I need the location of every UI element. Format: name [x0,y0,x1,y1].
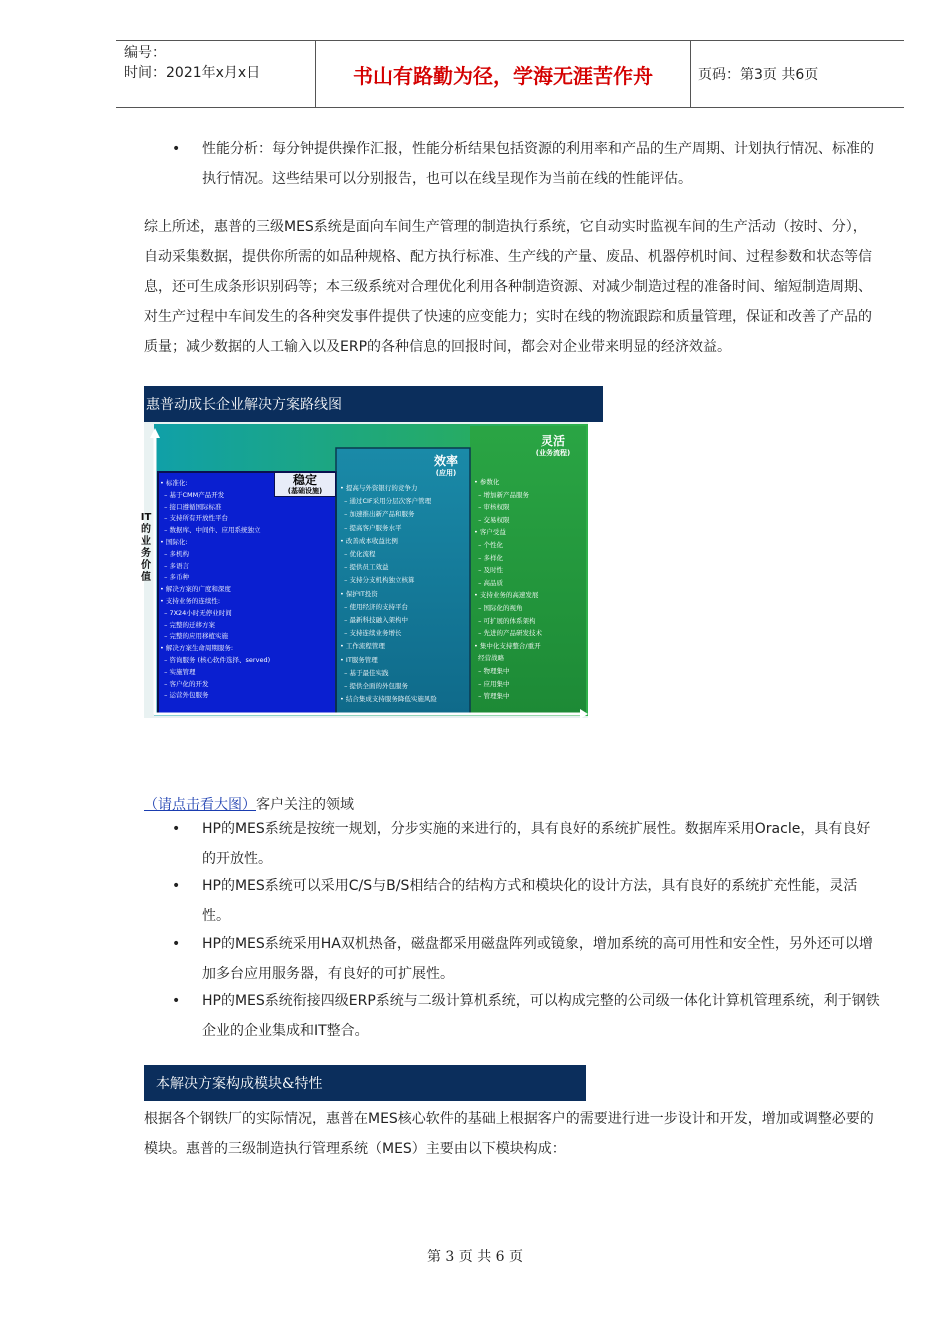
diagram-list-item: • 提高与外资银行的竞争力 [340,484,418,492]
header-page-number: 页码：第3页 共6页 [698,67,819,83]
diagram-list-item: – 使用经济的支持平台 [340,602,408,611]
diagram-list-item: – 提供全面的外包服务 [340,682,408,691]
roadmap-diagram[interactable] [140,422,588,718]
bullet-icon: • [172,141,181,157]
diagram-list-item: – 交易权限 [474,515,510,524]
y-axis-char: 价 [141,560,151,571]
bullet-icon: • [172,878,181,894]
list-item [172,814,880,874]
diagram-list-item: • 保护IT投资 [340,589,378,598]
list-item [172,871,880,931]
diagram-list-item: • 客户受益 [474,528,506,537]
diagram-list-item: – 高品质 [474,578,503,587]
diagram-list-item: – 个性化 [474,540,503,549]
diagram-list-item: – 7X24小时无停业时间 [160,608,232,617]
diagram-list-item: – 基于CMM产品开发 [160,490,225,499]
column-efficiency-list [340,482,468,706]
diagram-list-item: • 标准化: [160,479,188,487]
bullet-text: HP的MES系统衔接四级ERP系统与二级计算机系统，可以构成完整的公司级一体化计算机管理系统，利于钢铁企业的企业集成和IT整合。 [202,993,880,1039]
diagram-list-item: – 接口遵循国际标准 [160,502,222,511]
column-stability-list [160,478,330,702]
diagram-list-item: – 通过CIF采用分层次客户管理 [340,497,432,506]
diagram-caption [144,794,354,814]
bullet-text: HP的MES系统是按统一规划，分步实施的来进行的，具有良好的系统扩展性。数据库采用Oracle，具有良好的开放性。 [202,821,871,867]
diagram-list-item: • IT服务管理 [340,655,378,664]
diagram-list-item: – 最新科技融入架构中 [340,616,408,625]
summary-paragraph: 综上所述，惠普的三级MES系统是面向车间生产管理的制造执行系统，它自动实时监视车间的生产活动（按时、分），自动采集数据，提供你所需的如品种规格、配方执行标准、生产线的产量、废品、机器停机时间、过程参数和状态等信息，还可生成条形识别码等；本三级系统对合理优化利用各种制造资源、对减少制造过程的准备时间、缩短制造周期、对生产过程中车间发生的各种突发事件提供了快速的应变能力；实时在线的物流跟踪和质量管理，保证和改善了产品的质量；减少数据的人工输入以及ERP的各种信息的回报时间，都会对企业带来明显的经济效益。 [144,219,872,355]
diagram-list-item: – 应用集中 [474,679,510,688]
bullet-text: HP的MES系统采用HA双机热备，磁盘都采用磁盘阵列或镜象，增加系统的高可用性和安全性，另外还可以增加多台应用服务器，有良好的可扩展性。 [202,936,873,982]
enlarge-image-link[interactable]: （请点击看大图） [144,797,256,813]
diagram-list-item: – 管理集中 [474,692,510,701]
column-efficiency-title [418,454,474,478]
column-subtitle: (业务流程) [535,449,571,457]
list-item [172,929,880,989]
diagram-list-item: • 结合集成支持服务降低实施风险 [340,695,437,704]
bullet-icon: • [172,821,181,837]
page-header [116,40,904,108]
diagram-list-item: – 多币种 [160,573,189,582]
diagram-list-item: – 优化流程 [340,550,376,559]
diagram-list-item: – 审核权限 [474,503,510,512]
diagram-list-item: • 解决方案的广度和深度 [160,585,231,594]
diagram-list-item: – 基于最佳实践 [340,668,389,677]
diagram-list-item: – 运营外包服务 [160,691,209,700]
y-axis-char: IT [140,512,152,523]
header-info [116,41,314,109]
y-axis-label [138,512,154,584]
diagram-list-item: – 增加新产品服务 [474,490,529,499]
bullet-text: HP的MES系统可以采用C/S与B/S相结合的结构方式和模块化的设计方法，具有良好的系统扩充性能，灵活性。 [202,878,858,924]
diagram-list-item: – 完整的迁移方案 [160,620,215,629]
diagram-list-item: – 支持分支机构独立核算 [340,576,415,585]
diagram-list-item: – 提高客户服务水平 [340,523,402,532]
header-motto: 书山有路勤为径，学海无涯苦作舟 [315,41,691,107]
column-subtitle: (基础设施) [287,487,323,495]
diagram-list-item: – 多语言 [160,561,189,570]
diagram-list-item: – 物理集中 [474,666,510,675]
y-axis-char: 业 [141,536,151,547]
diagram-list-item: – 国际化的视角 [474,603,523,612]
diagram-list-item: – 提供员工效益 [340,563,389,572]
diagram-list-item: – 多样化 [474,553,503,562]
diagram-list-item: – 加速推出新产品和服务 [340,510,415,519]
y-axis-char: 值 [141,572,151,583]
diagram-list-item: • 支持业务的连续性: [160,596,221,605]
diagram-list-item: – 数据库、中间件、应用系统独立 [160,526,261,535]
diagram-list-item: – 支持连续业务增长 [340,629,402,638]
diagram-list-item: – 多机构 [160,549,189,558]
list-item [172,134,880,194]
diagram-list-item: – 客户化的开发 [160,679,209,688]
diagram-list-item: • 改善成本收益比例 [340,536,398,545]
bullet-icon: • [172,993,181,1009]
y-axis-char: 务 [141,548,151,559]
page-footer: 第 3 页 共 6 页 [426,1249,524,1265]
diagram-list-item: • 国际化: [160,537,188,546]
column-subtitle: (应用) [435,469,457,477]
diagram-list-item: • 支持业务的高速发展 [474,591,539,600]
roadmap-banner: 惠普动成长企业解决方案路线图 [144,386,603,422]
column-title: 效率 [433,454,458,468]
diagram-list-item: – 咨询服务 (核心软件选择、served) [160,655,271,664]
diagram-list-item: – 支持所有开放性平台 [160,514,228,523]
column-flexible-title [520,434,586,458]
column-title: 灵活 [540,434,565,448]
diagram-list-item: • 参数化 [474,478,500,486]
caption-text: 客户关注的领域 [256,797,354,813]
column-flexible-list [474,476,586,703]
y-axis-char: 的 [141,524,151,535]
header-time: 时间：2021年x月x日 [124,65,261,81]
diagram-list-item: • 集中化支持整合/重开 [474,641,541,650]
diagram-list-item: 经营战略 [474,654,505,663]
bullet-icon: • [172,936,181,952]
diagram-list-item: – 及时性 [474,566,503,575]
diagram-list-item: • 工作流程管理 [340,642,385,651]
diagram-list-item: – 可扩展的体系架构 [474,616,536,625]
diagram-list-item: – 先进的产品研发技术 [474,629,542,638]
diagram-list-item: • 解决方案生命周期服务: [160,644,234,653]
diagram-list-item: – 实施管理 [160,667,196,676]
modules-paragraph: 根据各个钢铁厂的实际情况，惠普在MES核心软件的基础上根据客户的需要进行进一步设计和开发，增加或调整必要的模块。惠普的三级制造执行管理系统（MES）主要由以下模块构成： [144,1111,874,1157]
bullet-text: 性能分析：每分钟提供操作汇报，性能分析结果包括资源的利用率和产品的生产周期、计划执行情况、标准的执行情况。这些结果可以分别报告，也可以在线呈现作为当前在线的性能评估。 [202,141,874,187]
diagram-list-item: – 完整的应用移植实施 [160,632,228,641]
header-number: 编号： [124,45,166,61]
column-title: 稳定 [292,473,317,487]
modules-banner: 本解决方案构成模块&特性 [144,1065,586,1101]
list-item [172,986,880,1046]
